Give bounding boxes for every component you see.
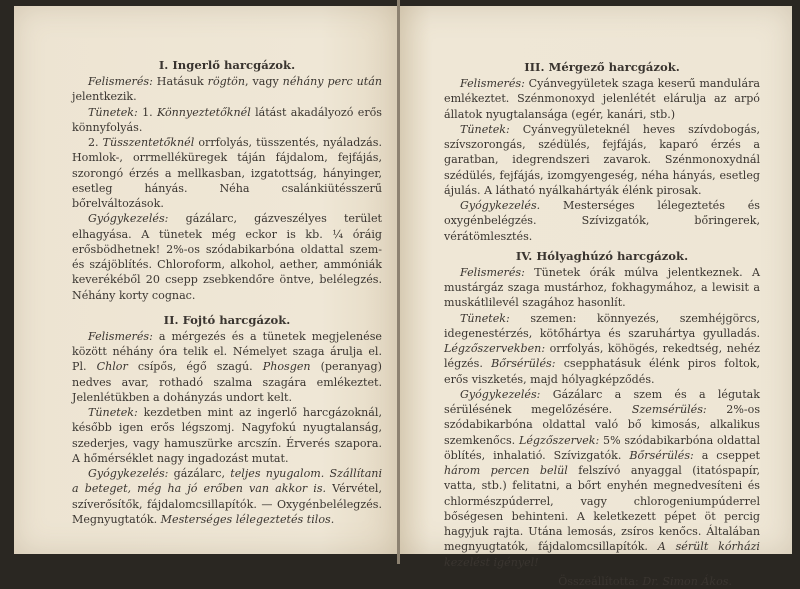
signature: Összeállította: Dr. Simon Ákos. bbox=[558, 574, 732, 588]
paragraph: 2. Tüsszentetőknél orrfolyás, tüsszentés, nyáladzás. Homlok-, orrmelléküregek táján fájdalom, fejfájás, szorongó érzés a mellkasban, izgatottság, hányinger, esetleg hányás. Néha csalánkiütésszerű bőrelváltozások. bbox=[72, 136, 382, 210]
section-title-3: III. Mérgező harcgázok. bbox=[524, 60, 680, 74]
section-title-4: IV. Hólyaghúzó harcgázok. bbox=[515, 248, 689, 263]
right-page bbox=[400, 6, 792, 588]
paragraph: Gyógykezelés: gázálarc, gázveszélyes terület elhagyása. A tünetek még eckor is kb. ¼ óráig erősbödhetnek! 2%-os szódabikarbóna oldattal szem- és szájöblítés. Chloroform, alkohol, aether, ammóniák keverékéből 20 csepp zsebkendőre öntve, belélegzés. Néhány korty cognac. bbox=[72, 212, 382, 302]
paragraph: Felismerés: a mérgezés és a tünetek megjelenése között néhány óra telik el. Némelyet szaga árulja el. Pl. Chlor csípős, égő szagú. Phosgen (peranyag) nedves avar, rothadó szalma szagára emlékeztet. Jelenlétükben a dohányzás undort kelt. bbox=[72, 329, 382, 404]
section-title-2: II. Fojtó harcgázok. bbox=[163, 312, 291, 327]
paragraph: Gyógykezelés: gázálarc, teljes nyugalom. Szállítani a beteget, még ha jó erőben van akkor is. Vérvétel, szíverősítők, fájdalomcsillapítók. — Oxygénbelélegzés. Megnyugtatók. Mesterséges lélegeztetés tilos. bbox=[72, 467, 382, 526]
paragraph: Gyógykezelés: Gázálarc a szem és a légutak sérülésének megelőzésére. Szemsérülés: 2%-os szódabikarbóna oldattal való bő kimosás, alkalikus szemkenőcs. Légzőszervek: 5% szódabikarbóna oldattal öblítés, inhalatió. Szívizgatók. Bőrsérülés: a cseppet három percen belül felszívó anyaggal (itatóspapír, vatta, stb.) felitatni, a bőrt enyhén megnedvesíteni és chlormészpúderrel, vagy chlorogeniumpúderrel bőségesen behinteni. A keletkezett pépet öt percig hagyjuk rajta. Utána lemosás, zsíros kenőcs. Általában megnyugtatók, fájdalomcsillapítók. A sérült kórházi kezelést igényel! bbox=[444, 387, 761, 569]
right-column bbox=[444, 59, 760, 589]
paragraph: Felismerés: Tünetek órák múlva jelentkeznek. A mustárgáz szaga mustárhoz, fokhagymához, a lewisit a muskátlilevél szagához hasonlít. bbox=[444, 265, 760, 310]
paragraph: Felismerés: Cyánvegyületek szaga keserű mandulára emlékeztet. Szénmonoxyd jelenlétét elárulja az arpó állatok nyugtalansága (egér, kanári, stb.) bbox=[444, 77, 760, 121]
paragraph: Tünetek: kezdetben mint az ingerlő harcgázoknál, később igen erős légszomj. Nagyfokú nyugtalanság, szederjes, vagy hamuszürke arcszín. Érverés szapora. A hőmérséklet nagy ingadozást mutat. bbox=[72, 406, 382, 465]
left-page bbox=[14, 6, 398, 554]
paragraph: Felismerés: Hatásuk rögtön, vagy néhány perc után jelentkezik. bbox=[72, 75, 382, 104]
paragraph: Gyógykezelés. Mesterséges lélegeztetés és oxygénbelégzés. Szívizgatók, bőringerek, vérátömlesztés. bbox=[444, 199, 760, 243]
section-title-1: I. Ingerlő harcgázok. bbox=[158, 58, 296, 72]
left-column bbox=[72, 57, 382, 527]
paragraph: Tünetek: szemen: könnyezés, szemhéjgörcs, idegenestérzés, kötőhártya és szaruhártya gyulladás. Légzőszervekben: orrfolyás, köhögés, rekedtség, nehéz légzés. Bőrsérülés: csepphatásuk élénk piros foltok, erős viszketés, majd hólyagképződés. bbox=[444, 311, 761, 386]
paragraph: Tünetek: Cyánvegyületeknél heves szívdobogás, szívszorongás, szédülés, fejfájás, kaparó érzés a garatban, idegrendszeri zavarok. Szénmonoxydnál szédülés, fejfájás, izomgyengeség, néha hányás, esetleg ájulás. A látható nyálkahártyák élénk pirosak. bbox=[444, 122, 760, 197]
paragraph: Tünetek: 1. Könnyeztetőknél látást akadályozó erős könnyfolyás. bbox=[72, 105, 383, 134]
